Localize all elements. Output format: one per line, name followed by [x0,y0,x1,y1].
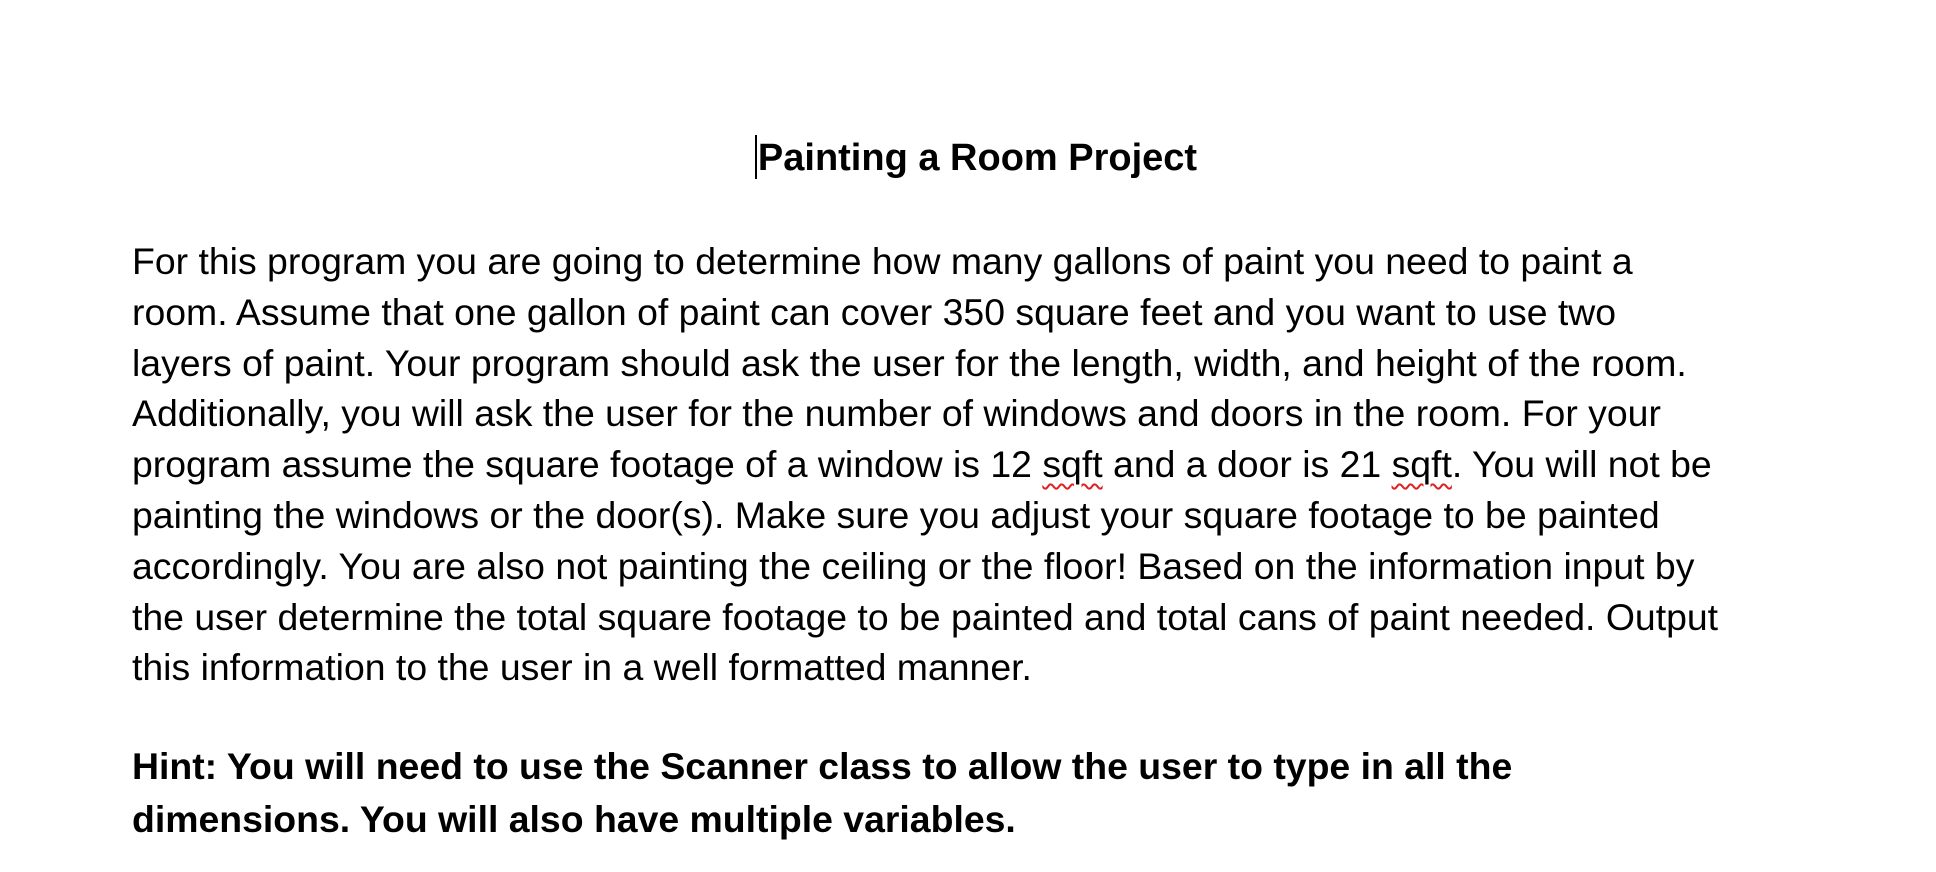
line-segment: . You will not be [1451,443,1712,486]
paragraph-line: this information to the user in a well formatted manner. [132,646,1032,689]
paragraph-line: Additionally, you will ask the user for the number of windows and doors in the room. For your [132,392,1661,435]
paragraph-line: For this program you are going to determine how many gallons of paint you need to paint a [132,240,1633,282]
text-cursor [755,135,757,179]
paragraph-line: layers of paint. Your program should ask the user for the length, width, and height of the room. [132,341,1687,384]
hint-line: Hint: You will need to use the Scanner class to allow the user to type in all the [132,745,1513,787]
misspelled-word[interactable]: sqft [1042,443,1103,486]
paragraph-line: accordingly. You are also not painting the ceiling or the floor! Based on the information input by [132,544,1695,587]
paragraph-line: the user determine the total square footage to be painted and total cans of paint needed. Output [132,595,1719,638]
hint-line: dimensions. You will also have multiple variables. [132,798,1016,840]
hint-paragraph [132,740,1932,846]
paragraph-line [132,439,1932,490]
line-segment: and a door is 21 [1102,443,1392,486]
paragraph-line: painting the windows or the door(s). Make sure you adjust your square footage to be painted [132,493,1660,536]
line-segment: program assume the square footage of a window is 12 [132,443,1043,486]
misspelled-word[interactable]: sqft [1391,443,1452,486]
paragraph-line: room. Assume that one gallon of paint can cover 350 square feet and you want to use two [132,290,1617,333]
document-title [0,132,1936,184]
body-paragraph [132,236,1932,693]
title-text: Painting a Room Project [757,137,1198,179]
